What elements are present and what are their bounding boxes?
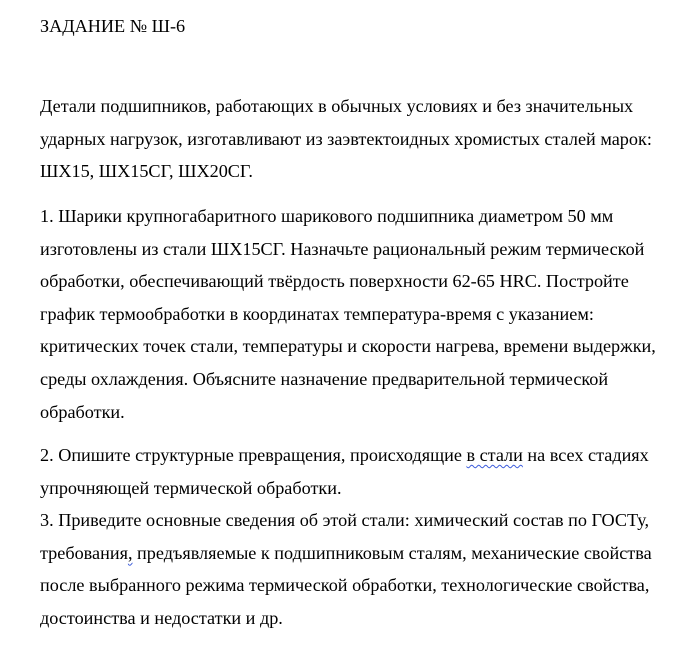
intro-line: ударных нагрузок, изготавливают из заэвтектоидных хромистых сталей марок:: [40, 128, 652, 149]
task-1-line: 1. Шарики крупногабаритного шарикового подшипника диаметром 50 мм: [40, 206, 614, 226]
intro-line: ШХ15, ШХ15СГ, ШХ20СГ.: [40, 161, 253, 182]
task-3-line: 3. Приведите основные сведения об этой стали: химический состав по ГОСТу,: [40, 510, 650, 530]
task-item-3: [40, 504, 652, 634]
task-2-line: упрочняющей термической обработки.: [40, 477, 342, 498]
task-item-2: [40, 439, 649, 504]
task-1-line: изготовлены из стали ШХ15СГ. Назначьте рациональный режим термической: [40, 238, 645, 259]
spellcheck-marked-text[interactable]: в стали: [466, 445, 523, 465]
spellcheck-marked-comma[interactable]: ,: [127, 542, 133, 563]
task-1-line: график термообработки в координатах температура-время с указанием:: [40, 303, 594, 324]
task-1-line: критических точек стали, температуры и скорости нагрева, времени выдержки,: [40, 336, 656, 357]
task-3-line: достоинства и недостатки и др.: [40, 607, 283, 628]
task-1-line: обработки, обеспечивающий твёрдость поверхности 62-65 HRC. Постройте: [40, 271, 629, 292]
assignment-title: ЗАДАНИЕ № Ш-6: [40, 16, 186, 36]
task-1-line: среды охлаждения. Объясните назначение предварительной термической: [40, 368, 609, 389]
intro-line: Детали подшипников, работающих в обычных условиях и без значительных: [40, 96, 634, 116]
task-2-text-after: на всех стадиях: [522, 445, 649, 465]
task-3-text-after: предъявляемые к подшипниковым сталям, механические свойства: [132, 542, 652, 563]
task-3-text-before: требования: [40, 542, 128, 563]
task-3-line: [40, 537, 652, 570]
task-3-line: после выбранного режима термической обработки, технологические свойства,: [40, 575, 650, 596]
intro-paragraph: [40, 90, 652, 188]
task-1-line: обработки.: [40, 401, 125, 422]
task-2-text-before: 2. Опишите структурные превращения, происходящие: [40, 445, 467, 465]
task-2-line: [40, 439, 649, 472]
task-item-1: [40, 200, 656, 428]
